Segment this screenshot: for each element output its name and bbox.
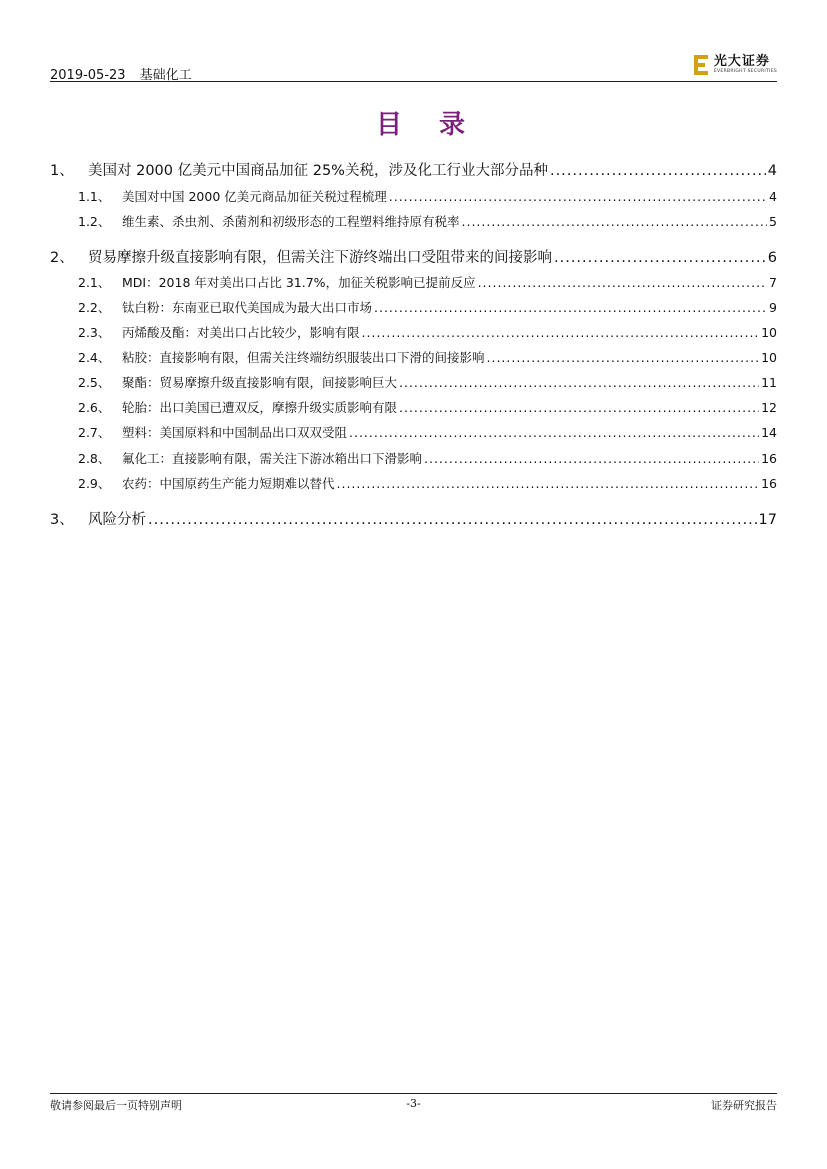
toc-entry[interactable] xyxy=(78,212,777,230)
toc-entry[interactable] xyxy=(50,508,777,529)
toc-entry-number: 1.1、 xyxy=(78,189,111,204)
toc-entry-label: 塑料：美国原料和中国制品出口双双受阻 xyxy=(122,425,348,440)
toc-dot-leader xyxy=(374,300,767,315)
sector-name: 基础化工 xyxy=(139,68,192,83)
toc-entry-number: 2.4、 xyxy=(78,350,111,365)
toc-entry-label: 美国对中国 2000 亿美元商品加征关税过程梳理 xyxy=(122,189,387,204)
toc-entry-page: 14 xyxy=(761,425,777,440)
toc-entry[interactable] xyxy=(78,348,777,366)
toc-entry-page: 16 xyxy=(761,476,777,491)
toc-entry-number: 1、 xyxy=(50,163,74,179)
toc-dot-leader xyxy=(424,451,759,466)
toc-entry-page: 4 xyxy=(767,163,777,179)
toc-entry-number: 2.2、 xyxy=(78,300,111,315)
toc-entry-number: 2.7、 xyxy=(78,425,111,440)
toc-entry-label: 钛白粉：东南亚已取代美国成为最大出口市场 xyxy=(122,300,373,315)
toc-entry[interactable] xyxy=(78,449,777,467)
toc-title: 目 录 xyxy=(375,110,480,140)
toc-entry[interactable] xyxy=(78,474,777,492)
toc-entry-number: 2.6、 xyxy=(78,400,111,415)
logo-mark-icon xyxy=(694,55,710,75)
toc-dot-leader xyxy=(362,325,760,340)
toc-entry-label: 贸易摩擦升级直接影响有限，但需关注下游终端出口受阻带来的间接影响 xyxy=(88,250,552,266)
toc-dot-leader xyxy=(487,350,760,365)
toc-entry[interactable] xyxy=(78,273,777,291)
company-logo xyxy=(694,52,777,78)
toc-entry[interactable] xyxy=(50,246,777,267)
toc-entry-page: 7 xyxy=(769,275,777,290)
logo-text-en: EVERBRIGHT SECURITIES xyxy=(713,69,777,75)
toc-entry-label: 风险分析 xyxy=(88,512,146,528)
toc-entry-page: 12 xyxy=(761,400,777,415)
toc-entry-label: 粘胶：直接影响有限，但需关注终端纺织服装出口下滑的间接影响 xyxy=(122,350,485,365)
toc-dot-leader xyxy=(399,375,759,390)
toc-dot-leader xyxy=(550,163,766,179)
toc-entry[interactable] xyxy=(78,187,777,205)
toc-entry[interactable] xyxy=(78,373,777,391)
toc-entry-page: 17 xyxy=(758,512,777,528)
toc-entry-page: 4 xyxy=(769,189,777,204)
report-date: 2019-05-23 xyxy=(50,68,126,83)
toc-entry-label: MDI：2018 年对美出口占比 31.7%，加征关税影响已提前反应 xyxy=(122,275,476,290)
toc-entry[interactable] xyxy=(78,323,777,341)
toc-entry-page: 5 xyxy=(769,214,777,229)
toc-entry-label: 维生素、杀虫剂、杀菌剂和初级形态的工程塑料维持原有税率 xyxy=(122,214,460,229)
page-header xyxy=(50,54,777,83)
toc-dot-leader xyxy=(462,214,768,229)
toc-dot-leader xyxy=(148,512,757,528)
toc-dot-leader xyxy=(337,476,760,491)
page-footer xyxy=(50,1097,777,1113)
toc-entry-label: 聚酯：贸易摩擦升级直接影响有限，间接影响巨大 xyxy=(122,375,398,390)
toc-entry[interactable] xyxy=(50,159,777,180)
page-number: -3- xyxy=(406,1097,421,1110)
toc-dot-leader xyxy=(478,275,767,290)
toc-entry-page: 11 xyxy=(761,375,777,390)
toc-entry-page: 10 xyxy=(761,350,777,365)
toc-entry-number: 1.2、 xyxy=(78,214,111,229)
footer-disclaimer: 敬请参阅最后一页特别声明 xyxy=(50,1099,182,1112)
toc-entry-number: 2.5、 xyxy=(78,375,111,390)
header-divider xyxy=(50,81,777,82)
toc-entry-number: 2.8、 xyxy=(78,451,111,466)
toc-entry-number: 2.3、 xyxy=(78,325,111,340)
toc-entry-label: 氟化工：直接影响有限，需关注下游冰箱出口下滑影响 xyxy=(122,451,423,466)
toc-dot-leader xyxy=(389,189,767,204)
toc-entry[interactable] xyxy=(78,423,777,441)
toc-entry-page: 6 xyxy=(767,250,777,266)
toc-entry-page: 16 xyxy=(761,451,777,466)
toc-entry-number: 2.9、 xyxy=(78,476,111,491)
footer-report-type: 证券研究报告 xyxy=(711,1099,777,1112)
toc-entry-label: 美国对 2000 亿美元中国商品加征 25%关税，涉及化工行业大部分品种 xyxy=(88,163,548,179)
toc-entry-number: 2、 xyxy=(50,250,74,266)
toc-entry-label: 轮胎：出口美国已遭双反，摩擦升级实质影响有限 xyxy=(122,400,398,415)
toc-entry[interactable] xyxy=(78,298,777,316)
toc-dot-leader xyxy=(399,400,759,415)
footer-divider xyxy=(50,1093,777,1094)
toc-entry-label: 农药：中国原药生产能力短期难以替代 xyxy=(122,476,335,491)
toc-entry-number: 2.1、 xyxy=(78,275,111,290)
toc-entry[interactable] xyxy=(78,398,777,416)
toc-entry-label: 丙烯酸及酯：对美出口占比较少，影响有限 xyxy=(122,325,360,340)
toc-entry-page: 9 xyxy=(769,300,777,315)
toc-entry-page: 10 xyxy=(761,325,777,340)
toc-dot-leader xyxy=(554,250,766,266)
logo-text-cn: 光大证券 xyxy=(713,54,770,70)
toc-dot-leader xyxy=(349,425,759,440)
toc-entry-number: 3、 xyxy=(50,512,74,528)
